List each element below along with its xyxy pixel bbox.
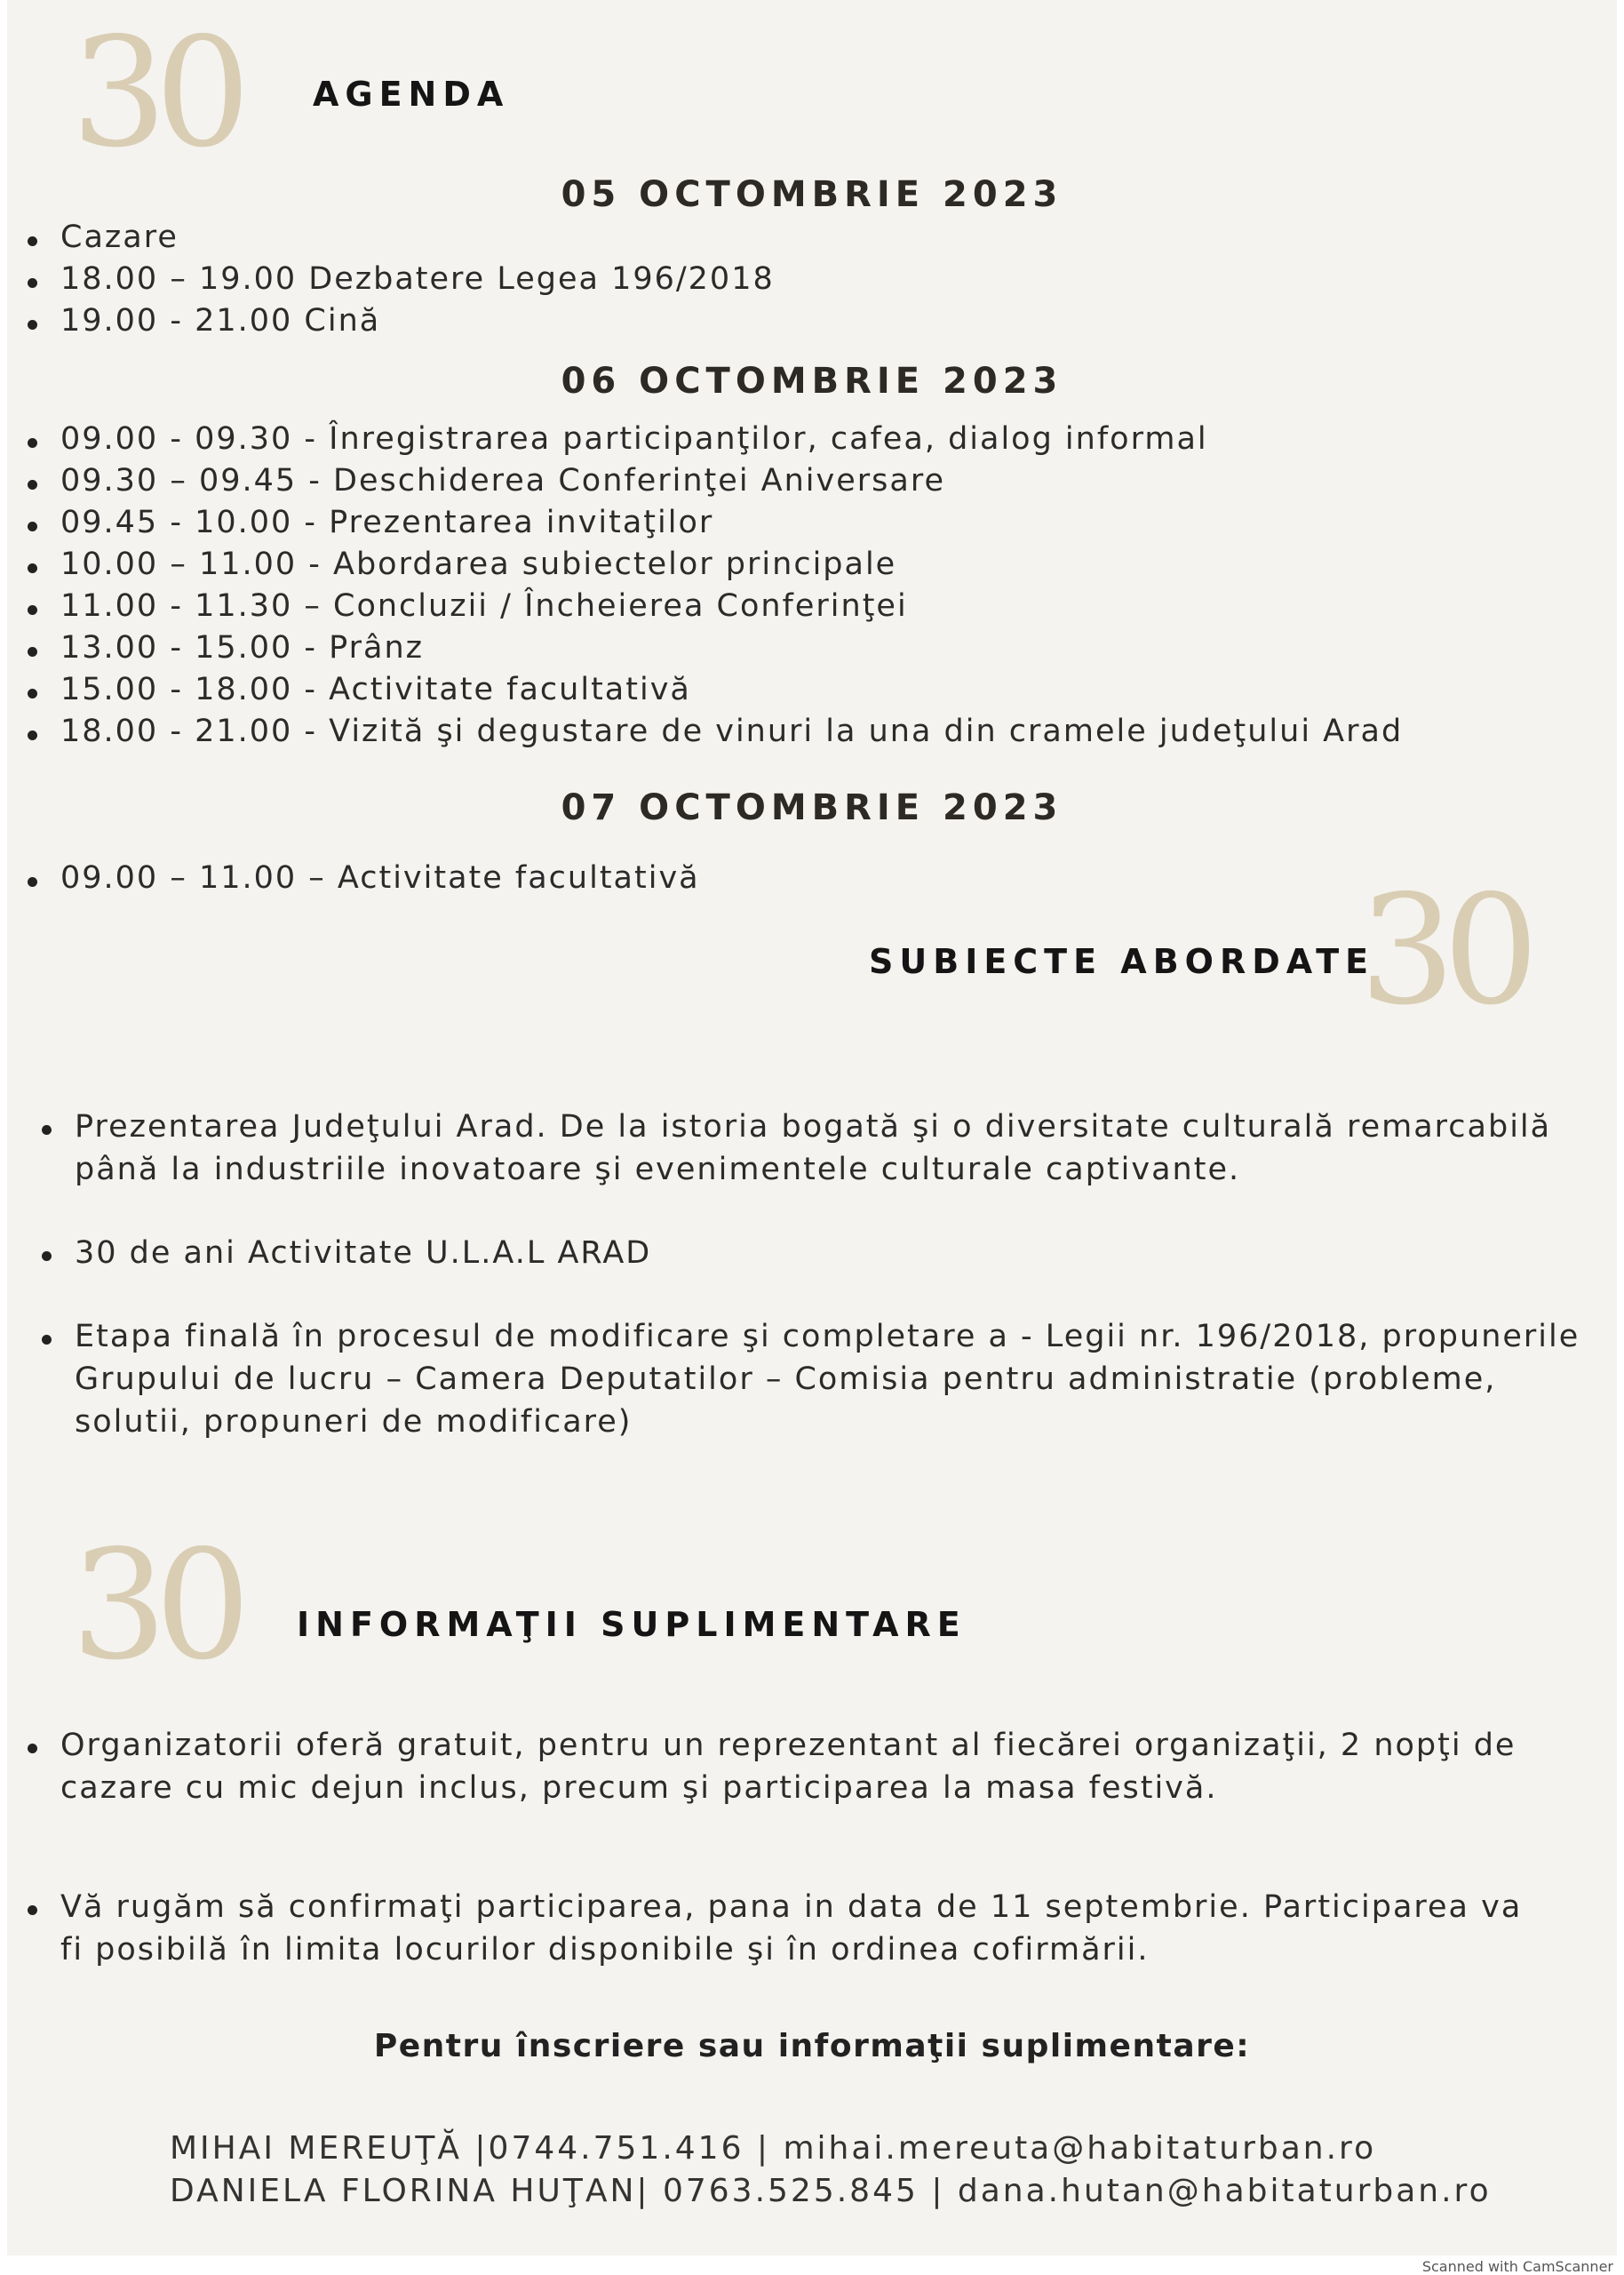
info-item: Organizatorii oferă gratuit, pentru un reprezentant al fiecărei organizaţii, 2 nopţi de cazare cu mic dejun inclus, precum şi participarea la masa festivă.	[60, 1724, 1553, 1809]
agenda-item: 18.00 – 19.00 Dezbatere Legea 196/2018	[60, 259, 775, 300]
scanner-watermark: Scanned with CamScanner	[1421, 2258, 1613, 2275]
info-list	[60, 1724, 1553, 1809]
decorative-30-numeral: 30	[1359, 863, 1527, 1039]
day-agenda-list	[60, 419, 1403, 753]
agenda-title: AGENDA	[313, 75, 510, 114]
subject-item: Etapa finală în procesul de modificare şi completare a - Legii nr. 196/2018, propunerile Grupului de lucru – Camera Deputatilor – Comisia pentru administratie (probleme, solutii, propuneri de modificare)	[75, 1315, 1620, 1443]
agenda-item: 19.00 - 21.00 Cină	[60, 300, 775, 342]
info-item: Vă rugăm să confirmaţi participarea, pana in data de 11 septembrie. Participarea va fi posibilă în limita locurilor disponibile şi în ordinea cofirmării.	[60, 1886, 1553, 1971]
decorative-30-numeral: 30	[71, 1518, 239, 1694]
info-title: INFORMAŢII SUPLIMENTARE	[297, 1605, 967, 1644]
decorative-30-numeral: 30	[71, 5, 239, 181]
subject-item: Prezentarea Judeţului Arad. De la istoria bogată şi o diversitate culturală remarcabilă până la industriile inovatoare şi evenimentele culturale captivante.	[75, 1106, 1620, 1191]
document-page	[7, 0, 1617, 2255]
day-heading: 05 OCTOMBRIE 2023	[561, 174, 1063, 215]
agenda-item: 09.30 – 09.45 - Deschiderea Conferinţei Aniversare	[60, 460, 1403, 502]
agenda-item: 10.00 – 11.00 - Abordarea subiectelor principale	[60, 544, 1403, 586]
info-list	[60, 1886, 1553, 1971]
contact-line: DANIELA FLORINA HUŢAN| 0763.525.845 | dana.hutan@habitaturban.ro	[170, 2173, 1492, 2209]
agenda-item: 09.00 – 11.00 – Activitate facultativă	[60, 858, 700, 899]
subject-item: 30 de ani Activitate U.L.A.L ARAD	[75, 1232, 1620, 1274]
agenda-item: 15.00 - 18.00 - Activitate facultativă	[60, 669, 1403, 711]
agenda-item: Cazare	[60, 217, 775, 259]
contact-heading: Pentru înscriere sau informaţii suplimentare:	[373, 2028, 1251, 2064]
subjects-title: SUBIECTE ABORDATE	[869, 942, 1375, 981]
contact-line: MIHAI MEREUŢĂ |0744.751.416 | mihai.mereuta@habitaturban.ro	[170, 2130, 1377, 2167]
agenda-item: 09.00 - 09.30 - Înregistrarea participanţilor, cafea, dialog informal	[60, 419, 1403, 460]
subjects-list	[75, 1106, 1620, 1484]
agenda-item: 18.00 - 21.00 - Vizită şi degustare de vinuri la una din cramele judeţului Arad	[60, 711, 1403, 753]
agenda-item: 13.00 - 15.00 - Prânz	[60, 627, 1403, 669]
day-agenda-list	[60, 858, 700, 899]
agenda-item: 11.00 - 11.30 – Concluzii / Încheierea Conferinţei	[60, 586, 1403, 627]
agenda-item: 09.45 - 10.00 - Prezentarea invitaţilor	[60, 502, 1403, 544]
day-heading: 07 OCTOMBRIE 2023	[561, 787, 1063, 828]
day-heading: 06 OCTOMBRIE 2023	[561, 361, 1063, 402]
day-agenda-list	[60, 217, 775, 342]
